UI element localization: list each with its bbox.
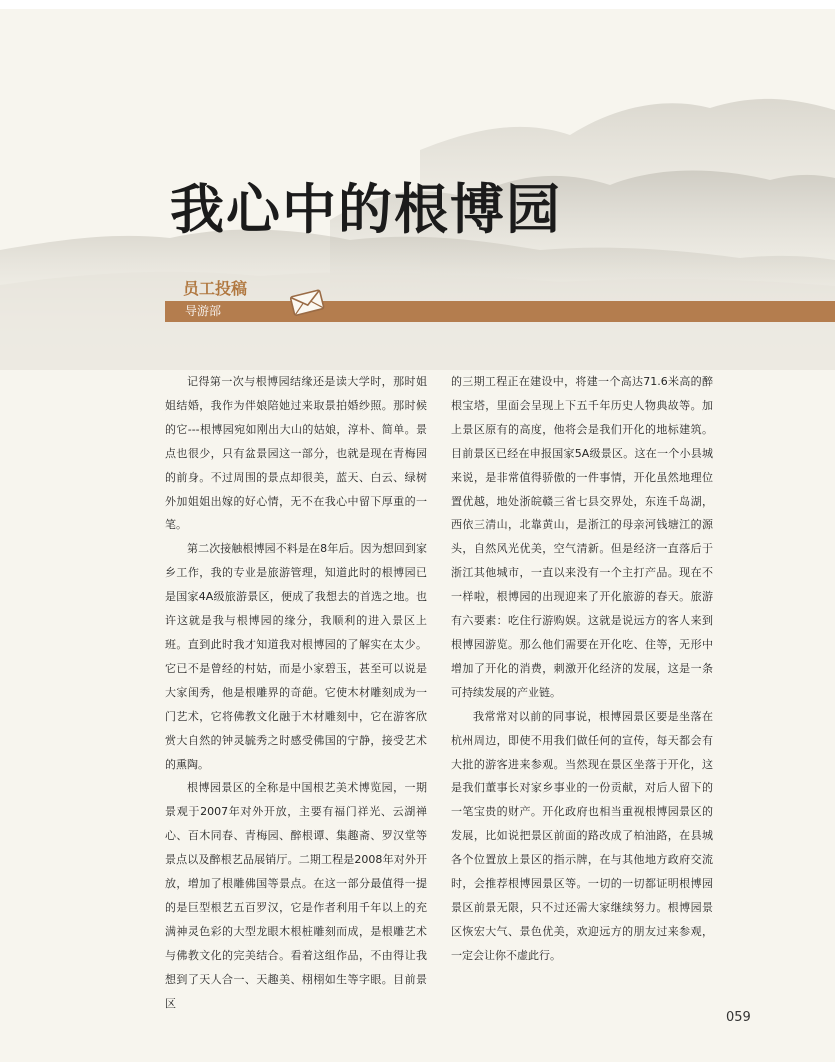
body-paragraph: 第二次接触根博园不料是在8年后。因为想回到家乡工作，我的专业是旅游管理，知道此时的根博园已是国家4A级旅游景区，便成了我想去的首选之地。也许这就是我与根博园的缘分，我顺利的进入景区上班。直到此时我才知道我对根博园的了解实在太少。它已不是曾经的村姑，而是小家碧玉，甚至可以说是大家闺秀，他是根雕界的奇葩。它使木材雕刻成为一门艺术，它将佛教文化融于木材雕刻中，它在游客欣赏大自然的钟灵毓秀之时感受佛国的宁静，接受艺术的熏陶。 — [165, 542, 427, 771]
article-title: 我心中的根博园 — [170, 177, 562, 241]
envelope-icon — [288, 286, 328, 318]
page-number: 059 — [726, 1010, 751, 1025]
body-paragraph: 记得第一次与根博园结缘还是读大学时，那时姐姐结婚，我作为伴娘陪她过来取景拍婚纱照。那时候的它---根博园宛如刚出大山的姑娘，淳朴、简单。景点也很少，只有盆景园这一部分，也就是现在青梅园的前身。不过周围的景点却很美，蓝天、白云、绿树外加姐姐出嫁的好心情，无不在我心中留下厚重的一笔。 — [165, 375, 427, 532]
body-paragraph-continued: 的三期工程正在建设中，将建一个高达71.6米高的醉根宝塔，里面会呈现上下五千年历史人物典故等。加上景区原有的高度，他将会是我们开化的地标建筑。目前景区已经在申报国家5A级景区。这在一个小县城来说，是非常值得骄傲的一件事情，开化虽然地理位置优越，地处浙皖赣三省七县交界处，东连千岛湖，西依三清山，北靠黄山，是浙江的母亲河钱塘江的源头，自然风光优美，空气清新。但是经济一直落后于浙江其他城市，一直以来没有一个主打产品。现在不一样啦，根博园的出现迎来了开化旅游的春天。旅游有六要素：吃住行游购娱。这就是说远方的客人来到根博园游览。那么他们需要在开化吃、住等，无形中增加了开化的消费，刺激开化经济的发展，这是一条可持续发展的产业链。 — [451, 375, 713, 699]
department-label: 导游部 — [185, 304, 222, 318]
body-paragraph: 根博园景区的全称是中国根艺美术博览园，一期景观于2007年对外开放，主要有福门祥光、云湖禅心、百木同春、青梅园、醉根谭、集趣斋、罗汉堂等景点以及醉根艺品展销厅。二期工程是2008年对外开放，增加了根雕佛国等景点。在这一部分最值得一提的是巨型根艺五百罗汉，它是作者利用千年以上的充满神灵色彩的大型龙眼木根桩雕刻而成，是根雕艺术与佛教文化的完美结合。看着这组作品，不由得让我想到了天人合一、天趣美、栩栩如生等字眼。目前景区 — [165, 781, 427, 1010]
body-column-left — [165, 370, 427, 1015]
department-bar — [165, 301, 835, 322]
body-paragraph: 我常常对以前的同事说，根博园景区要是坐落在杭州周边，即使不用我们做任何的宣传，每天都会有大批的游客进来参观。当然现在景区坐落于开化，这是我们董事长对家乡事业的一份贡献，对后人留下的一笔宝贵的财产。开化政府也相当重视根博园景区的发展，比如说把景区前面的路改成了柏油路，在县城各个位置放上景区的指示牌，在与其他地方政府交流时，会推荐根博园景区等。一切的一切都证明根博园景区前景无限，只不过还需大家继续努力。根博园景区恢宏大气、景色优美，欢迎远方的朋友过来参观，一定会让你不虚此行。 — [451, 709, 713, 962]
article-kicker: 员工投稿 — [183, 279, 248, 298]
body-column-right — [451, 370, 713, 968]
